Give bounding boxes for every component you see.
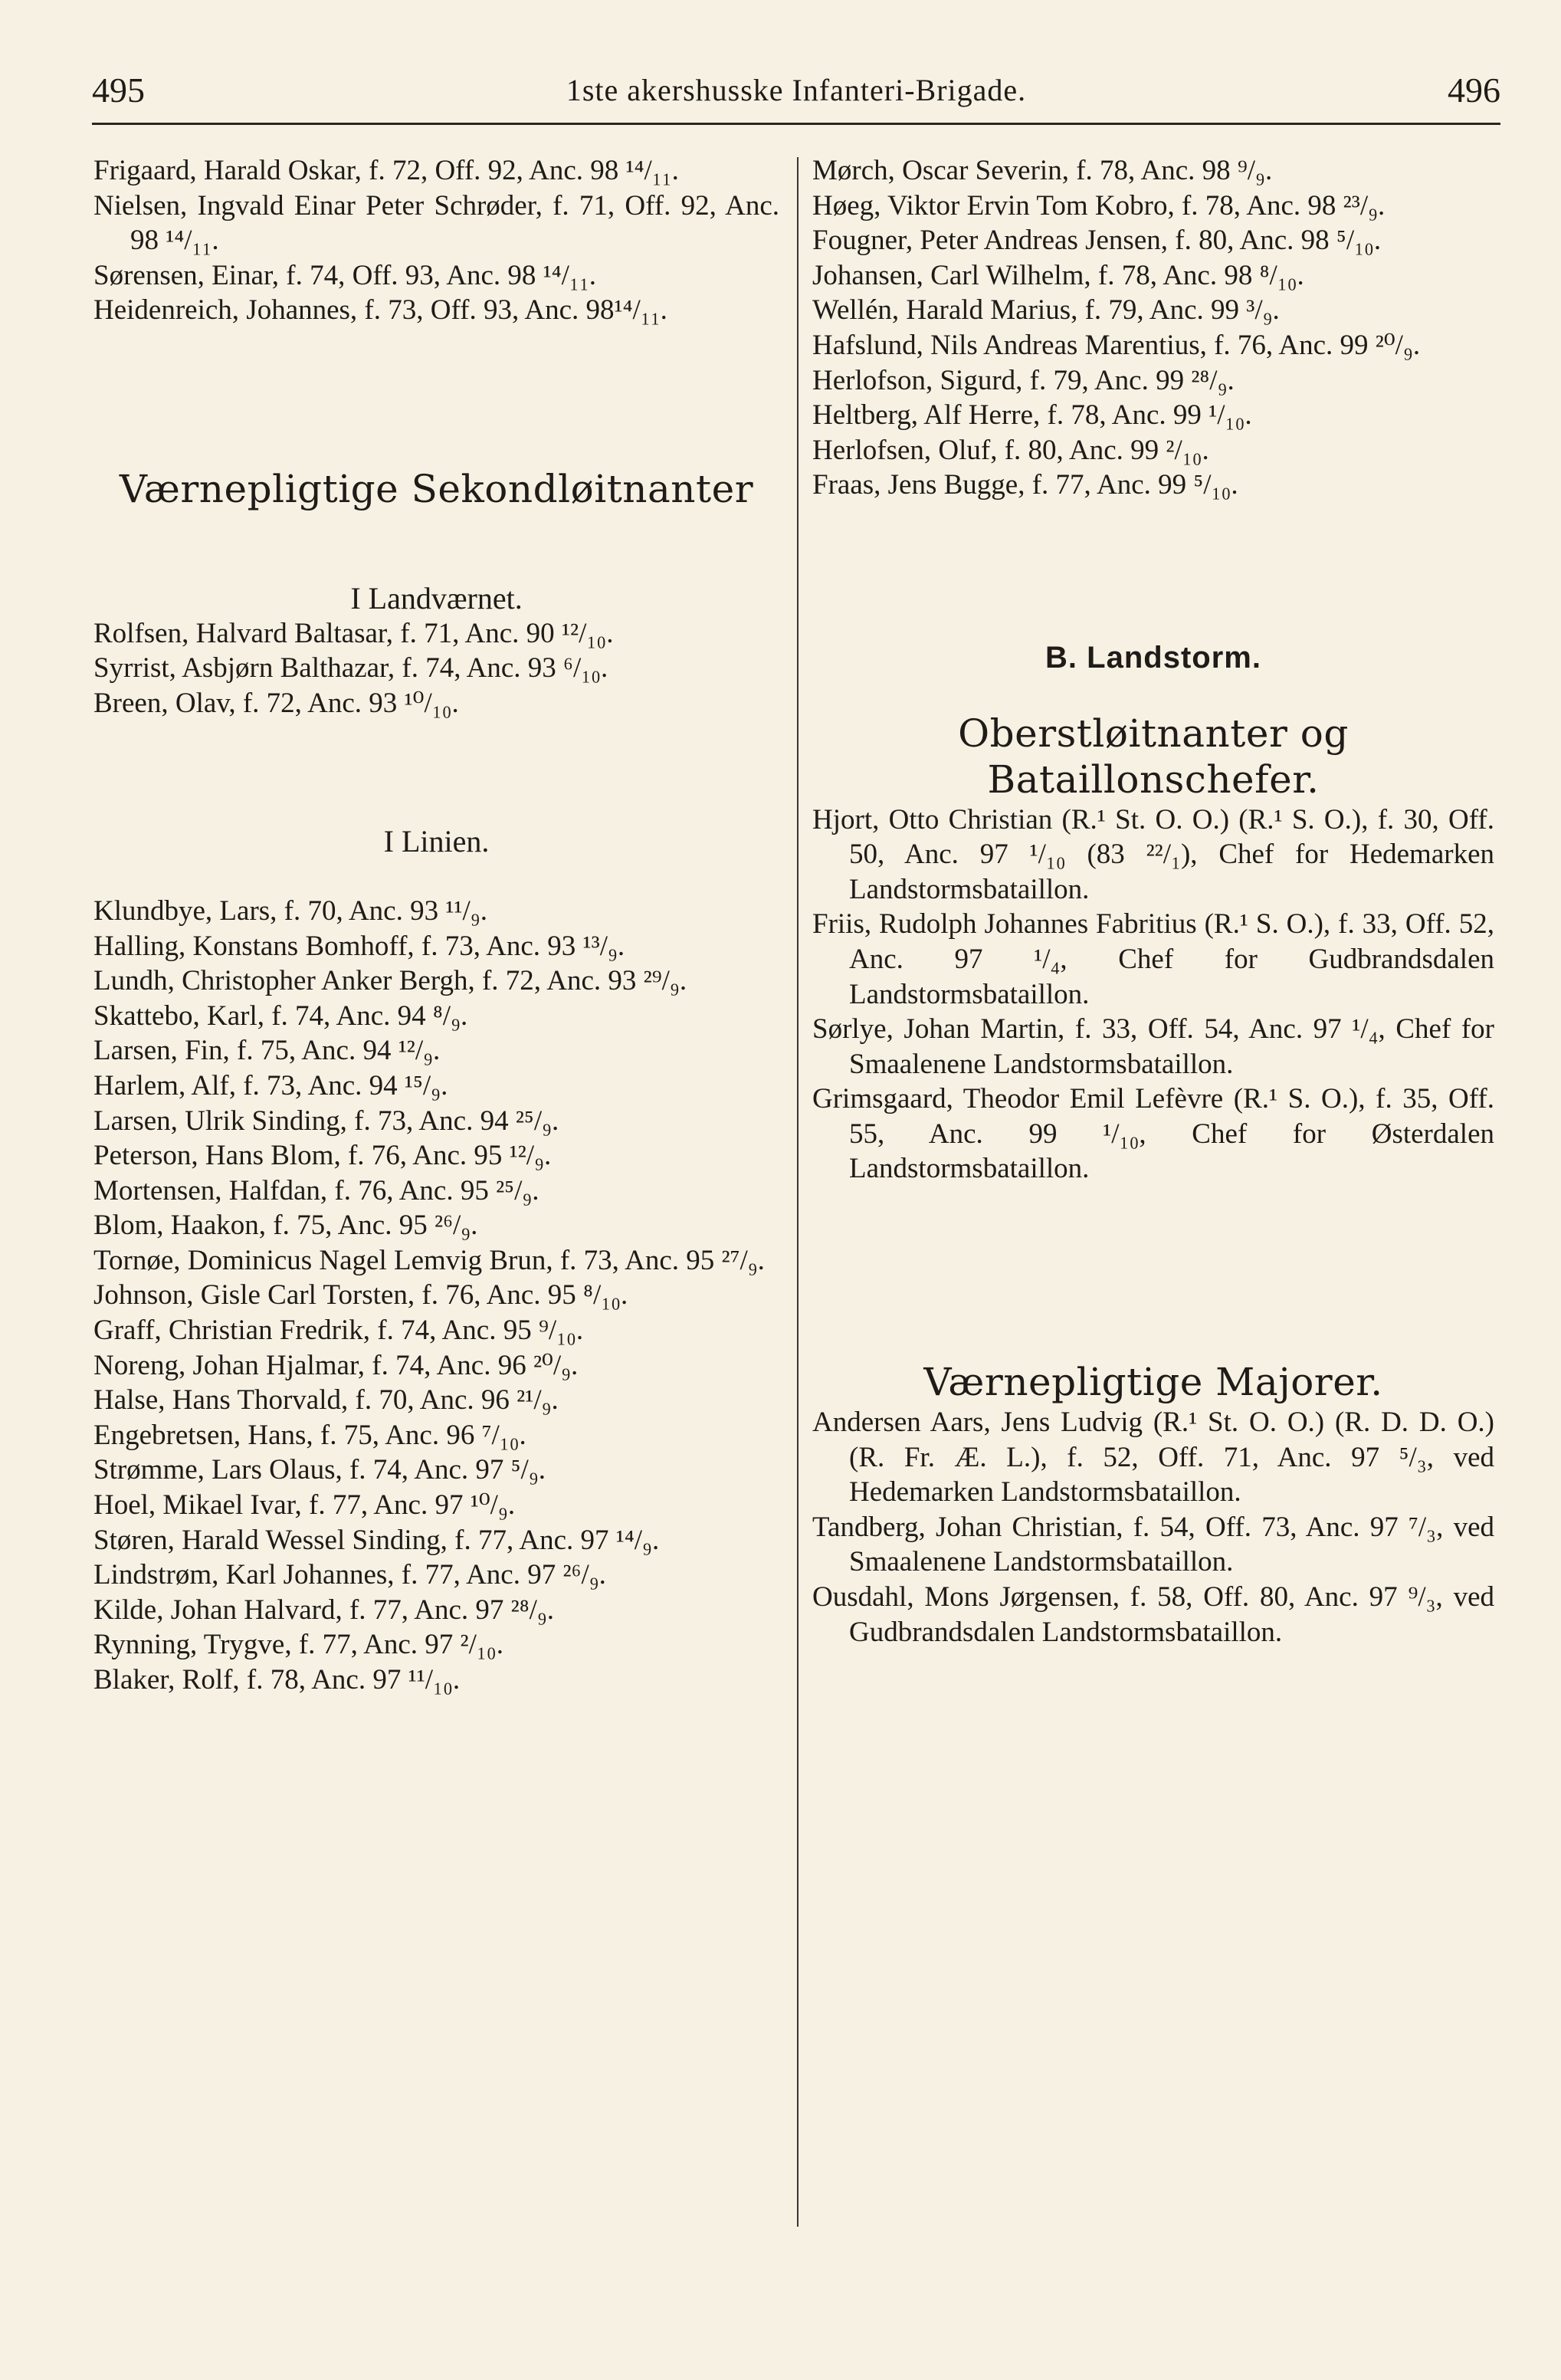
section-title-majorer: Værnepligtige Majorer. bbox=[923, 1360, 1383, 1405]
register-entry: Herlofson, Sigurd, f. 79, Anc. 99 ²⁸/₉. bbox=[812, 364, 1235, 396]
register-entry: Tandberg, Johan Christian, f. 54, Off. 73, Anc. 97 ⁷/₃, ved Smaalenene Landstormsbataillon. bbox=[812, 1511, 1494, 1578]
register-entry: Heidenreich, Johannes, f. 73, Off. 93, Anc. 98¹⁴/₁₁. bbox=[93, 294, 667, 327]
register-entry: Hoel, Mikael Ivar, f. 77, Anc. 97 ¹⁰/₉. bbox=[93, 1489, 516, 1522]
register-entry: Skattebo, Karl, f. 74, Anc. 94 ⁸/₉. bbox=[93, 1000, 468, 1032]
register-entry: Johnson, Gisle Carl Torsten, f. 76, Anc. 95 ⁸/₁₀. bbox=[93, 1279, 628, 1311]
register-entry: Noreng, Johan Hjalmar, f. 74, Anc. 96 ²⁰/₉. bbox=[93, 1349, 579, 1381]
subsection-title-linien: I Linien. bbox=[383, 824, 490, 859]
oberst-list bbox=[812, 803, 1494, 1187]
left-top-list bbox=[93, 153, 779, 328]
register-entry: Andersen Aars, Jens Ludvig (R.¹ St. O. O.) (R. D. D. O.) (R. Fr. Æ. L.), f. 52, Off. 71, Anc. 97 ⁵/₃, ved Hedemarken Landstormsbataillon. bbox=[812, 1407, 1494, 1508]
register-entry: Heltberg, Alf Herre, f. 78, Anc. 99 ¹/₁₀. bbox=[812, 399, 1252, 432]
running-title: 1ste akershusske Infanteri-Brigade. bbox=[566, 73, 1027, 107]
register-entry: Syrrist, Asbjørn Balthazar, f. 74, Anc. 93 ⁶/₁₀. bbox=[93, 652, 608, 684]
register-entry: Sørlye, Johan Martin, f. 33, Off. 54, Anc. 97 ¹/₄, Chef for Smaalenene Landstormsbataillon. bbox=[812, 1013, 1494, 1080]
register-entry: Herlofsen, Oluf, f. 80, Anc. 99 ²/₁₀. bbox=[812, 434, 1209, 466]
left-column bbox=[93, 153, 779, 1698]
register-entry: Peterson, Hans Blom, f. 76, Anc. 95 ¹²/₉. bbox=[93, 1140, 552, 1172]
register-entry: Wellén, Harald Marius, f. 79, Anc. 99 ³/₉. bbox=[812, 294, 1280, 327]
page-number-right: 496 bbox=[1448, 71, 1500, 110]
register-entry: Kilde, Johan Halvard, f. 77, Anc. 97 ²⁸/₉. bbox=[93, 1594, 555, 1626]
register-entry: Blaker, Rolf, f. 78, Anc. 97 ¹¹/₁₀. bbox=[93, 1664, 461, 1696]
register-entry: Fraas, Jens Bugge, f. 77, Anc. 99 ⁵/₁₀. bbox=[812, 469, 1238, 501]
register-entry: Lindstrøm, Karl Johannes, f. 77, Anc. 97 ²⁶/₉. bbox=[93, 1559, 606, 1591]
register-entry: Tornøe, Dominicus Nagel Lemvig Brun, f. 73, Anc. 95 ²⁷/₉. bbox=[93, 1244, 765, 1276]
register-entry: Hafslund, Nils Andreas Marentius, f. 76, Anc. 99 ²⁰/₉. bbox=[812, 329, 1421, 361]
register-entry: Mørch, Oscar Severin, f. 78, Anc. 98 ⁹/₉. bbox=[812, 155, 1273, 186]
register-entry: Larsen, Fin, f. 75, Anc. 94 ¹²/₉. bbox=[93, 1035, 441, 1067]
column-divider bbox=[797, 157, 799, 2227]
register-entry: Friis, Rudolph Johannes Fabritius (R.¹ S. O.), f. 33, Off. 52, Anc. 97 ¹/₄, Chef for Gudbrandsdalen Landstormsbataillon. bbox=[812, 908, 1494, 1010]
register-entry: Rolfsen, Halvard Baltasar, f. 71, Anc. 90 ¹²/₁₀. bbox=[93, 617, 614, 649]
register-entry: Nielsen, Ingvald Einar Peter Schrøder, f. 71, Off. 92, Anc. 98 ¹⁴/₁₁. bbox=[93, 189, 779, 257]
register-entry: Halse, Hans Thorvald, f. 70, Anc. 96 ²¹/₉. bbox=[93, 1384, 559, 1417]
register-entry: Grimsgaard, Theodor Emil Lefèvre (R.¹ S. O.), f. 35, Off. 55, Anc. 99 ¹/₁₀, Chef for Østerdalen Landstormsbataillon. bbox=[812, 1083, 1494, 1185]
register-entry: Fougner, Peter Andreas Jensen, f. 80, Anc. 98 ⁵/₁₀. bbox=[812, 225, 1382, 257]
register-entry: Sørensen, Einar, f. 74, Off. 93, Anc. 98 ¹⁴/₁₁. bbox=[93, 259, 596, 291]
register-entry: Johansen, Carl Wilhelm, f. 78, Anc. 98 ⁸/₁₀. bbox=[812, 259, 1304, 291]
page-number-left: 495 bbox=[92, 71, 145, 110]
majorer-list bbox=[812, 1405, 1494, 1650]
running-header bbox=[92, 67, 1500, 113]
right-column bbox=[812, 153, 1494, 1650]
section-title-landstorm: B. Landstorm. bbox=[1045, 640, 1261, 675]
landvaernet-list bbox=[93, 616, 779, 721]
linien-list bbox=[93, 894, 779, 1698]
register-entry: Breen, Olav, f. 72, Anc. 93 ¹⁰/₁₀. bbox=[93, 687, 459, 719]
register-entry: Harlem, Alf, f. 73, Anc. 94 ¹⁵/₉. bbox=[93, 1069, 448, 1101]
register-entry: Larsen, Ulrik Sinding, f. 73, Anc. 94 ²⁵/₉. bbox=[93, 1105, 559, 1137]
register-entry: Lundh, Christopher Anker Bergh, f. 72, Anc. 93 ²⁹/₉. bbox=[93, 965, 687, 997]
right-top-list bbox=[812, 153, 1494, 503]
register-entry: Graff, Christian Fredrik, f. 74, Anc. 95 ⁹/₁₀. bbox=[93, 1315, 584, 1347]
register-entry: Støren, Harald Wessel Sinding, f. 77, Anc. 97 ¹⁴/₉. bbox=[93, 1524, 660, 1556]
register-entry: Halling, Konstans Bomhoff, f. 73, Anc. 93 ¹³/₉. bbox=[93, 930, 625, 962]
register-entry: Klundbye, Lars, f. 70, Anc. 93 ¹¹/₉. bbox=[93, 895, 487, 927]
register-entry: Mortensen, Halfdan, f. 76, Anc. 95 ²⁵/₉. bbox=[93, 1174, 539, 1206]
register-entry: Rynning, Trygve, f. 77, Anc. 97 ²/₁₀. bbox=[93, 1629, 503, 1661]
register-entry: Frigaard, Harald Oskar, f. 72, Off. 92, Anc. 98 ¹⁴/₁₁. bbox=[93, 155, 679, 186]
register-entry: Hjort, Otto Christian (R.¹ St. O. O.) (R.¹ S. O.), f. 30, Off. 50, Anc. 97 ¹/₁₀ (83 ²²/₁), Chef for Hedemarken Landstormsbataillon. bbox=[812, 803, 1494, 905]
header-rule bbox=[92, 123, 1500, 125]
register-entry: Ousdahl, Mons Jørgensen, f. 58, Off. 80, Anc. 97 ⁹/₃, ved Gudbrandsdalen Landstormsbataillon. bbox=[812, 1581, 1494, 1648]
section-title-oberstloitnanter: Oberstløitnanter og Bataillonschefer. bbox=[958, 711, 1349, 802]
register-entry: Blom, Haakon, f. 75, Anc. 95 ²⁶/₉. bbox=[93, 1210, 478, 1242]
register-entry: Strømme, Lars Olaus, f. 74, Anc. 97 ⁵/₉. bbox=[93, 1454, 546, 1486]
register-entry: Engebretsen, Hans, f. 75, Anc. 96 ⁷/₁₀. bbox=[93, 1419, 526, 1451]
register-entry: Høeg, Viktor Ervin Tom Kobro, f. 78, Anc. 98 ²³/₉. bbox=[812, 189, 1386, 222]
subsection-title-landvaernet: I Landværnet. bbox=[350, 580, 523, 616]
section-title-sekondloitnanter: Værnepligtige Sekondløitnanter bbox=[119, 466, 754, 511]
